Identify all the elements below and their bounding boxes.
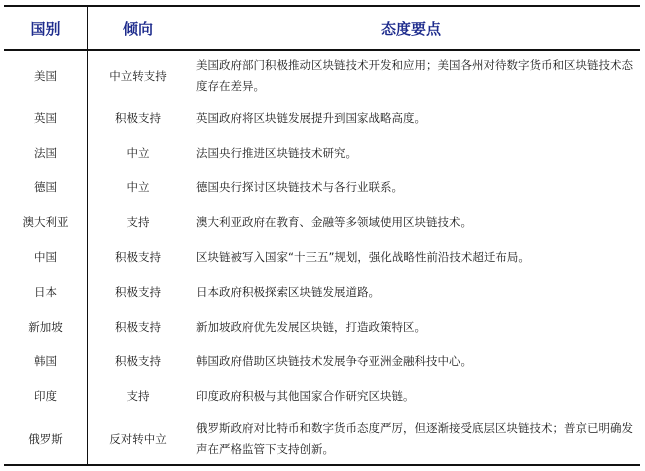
cell-tendency: 积极支持 (115, 110, 161, 125)
table-row (4, 101, 640, 136)
table-row (4, 51, 640, 101)
cell-tendency: 支持 (126, 389, 150, 404)
cell-attitude: 印度政府积极与其他国家合作研究区块链。 (196, 389, 415, 404)
header-tendency: 倾向 (122, 19, 153, 38)
cell-country: 澳大利亚 (4, 205, 88, 240)
cell-country: 中国 (4, 240, 88, 275)
cell-attitude: 美国政府部门积极推动区块链技术开发和应用；美国各州对待数字货币和区块链技术态度存在差异。 (196, 58, 633, 93)
cell-tendency: 反对转中立 (109, 431, 167, 446)
cell-attitude: 区块链被写入国家“十三五”规划，强化战略性前沿技术超迁布局。 (196, 250, 530, 265)
table-row (4, 240, 640, 275)
cell-attitude: 韩国政府借助区块链技术发展争夺亚洲金融科技中心。 (196, 354, 472, 369)
cell-tendency: 中立转支持 (109, 68, 167, 83)
table-row (4, 171, 640, 206)
cell-attitude: 日本政府积极探索区块链发展道路。 (196, 284, 380, 299)
cell-country: 新加坡 (4, 310, 88, 345)
cell-country: 美国 (4, 51, 88, 101)
cell-attitude: 法国央行推进区块链技术研究。 (196, 145, 357, 160)
cell-country: 日本 (4, 275, 88, 310)
cell-attitude: 德国央行探讨区块链技术与各行业联系。 (196, 180, 403, 195)
cell-tendency: 积极支持 (115, 354, 161, 369)
cell-country: 韩国 (4, 345, 88, 380)
cell-tendency: 中立 (126, 180, 150, 195)
cell-attitude: 澳大利亚政府在教育、金融等多领域使用区块链技术。 (196, 215, 472, 230)
cell-country: 俄罗斯 (4, 414, 88, 464)
cell-country: 印度 (4, 379, 88, 414)
blockchain-policy-table (4, 5, 640, 466)
table-row (4, 345, 640, 380)
table-row (4, 310, 640, 345)
header-country: 国别 (30, 19, 61, 38)
table-row (4, 379, 640, 414)
cell-tendency: 积极支持 (115, 284, 161, 299)
table-row (4, 414, 640, 464)
table-row (4, 205, 640, 240)
table-row (4, 275, 640, 310)
cell-tendency: 积极支持 (115, 319, 161, 334)
cell-country: 英国 (4, 101, 88, 136)
cell-tendency: 支持 (126, 215, 150, 230)
cell-country: 法国 (4, 136, 88, 171)
table-header-row (4, 7, 640, 49)
cell-attitude: 英国政府将区块链发展提升到国家战略高度。 (196, 110, 426, 125)
cell-tendency: 中立 (126, 145, 150, 160)
table-row (4, 136, 640, 171)
cell-tendency: 积极支持 (115, 250, 161, 265)
cell-attitude: 新加坡政府优先发展区块链，打造政策特区。 (196, 319, 426, 334)
cell-attitude: 俄罗斯政府对比特币和数字货币态度严厉，但逐渐接受底层区块链技术；普京已明确发声在严格监管下支持创新。 (196, 421, 633, 457)
cell-country: 德国 (4, 171, 88, 206)
bottom-rule (4, 464, 640, 466)
header-attitude: 态度要点 (380, 19, 441, 38)
